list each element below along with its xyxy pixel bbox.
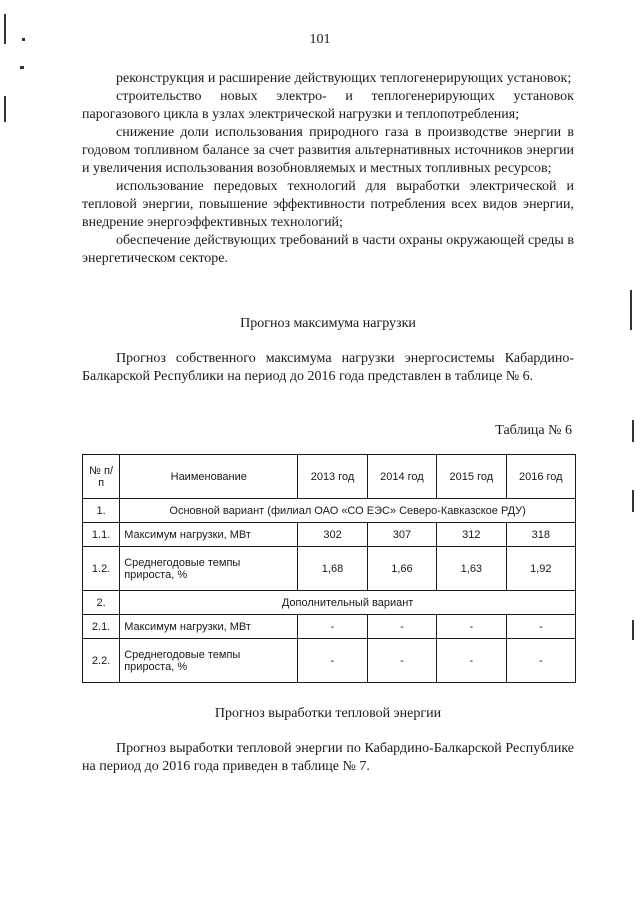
table-row <box>83 499 576 523</box>
page-number: 101 <box>309 32 331 47</box>
scan-mark-left-3 <box>20 66 24 69</box>
header-year: 2015 год <box>437 455 506 499</box>
row-value: - <box>367 639 436 683</box>
header-year: 2016 год <box>506 455 575 499</box>
section-text-load <box>82 350 574 386</box>
table-row <box>83 639 576 683</box>
row-value: 1,66 <box>367 547 436 591</box>
header-year: 2014 год <box>367 455 436 499</box>
scan-mark-right-4 <box>632 620 634 640</box>
table-row <box>83 547 576 591</box>
section-text-heat <box>82 740 574 776</box>
row-value: - <box>506 639 575 683</box>
row-value: 318 <box>506 523 575 547</box>
scan-mark-right-1 <box>630 290 632 330</box>
paragraph: Прогноз собственного максимума нагрузки энергосистемы Кабардино-Балкарской Республики на период до 2016 года представлен в таблице № 6. <box>82 351 574 384</box>
row-value: 307 <box>367 523 436 547</box>
row-value: - <box>437 639 506 683</box>
paragraph: Прогноз выработки тепловой энергии по Кабардино-Балкарской Республике на период до 2016 года приведен в таблице № 7. <box>82 741 574 774</box>
paragraph: использование передовых технологий для выработки электрической и тепловой энергии, повышение эффективности потребления всех видов энергии, внедрение энергоэффективных технологий; <box>82 179 574 230</box>
row-num: 2.1. <box>83 615 120 639</box>
row-name: Максимум нагрузки, МВт <box>120 615 298 639</box>
row-name: Среднегодовые темпы прироста, % <box>120 639 298 683</box>
section-heading-load: Прогноз максимума нагрузки <box>240 316 416 331</box>
row-num: 1. <box>83 499 120 523</box>
scan-mark-right-2 <box>632 420 634 442</box>
row-value: 1,63 <box>437 547 506 591</box>
table-row <box>83 591 576 615</box>
row-name: Среднегодовые темпы прироста, % <box>120 547 298 591</box>
forecast-table <box>82 454 576 683</box>
header-num: № п/п <box>83 455 120 499</box>
row-name: Максимум нагрузки, МВт <box>120 523 298 547</box>
row-value: 312 <box>437 523 506 547</box>
row-num: 1.1. <box>83 523 120 547</box>
row-value: - <box>367 615 436 639</box>
row-value: - <box>506 615 575 639</box>
row-value: 1,92 <box>506 547 575 591</box>
table-row <box>83 615 576 639</box>
row-value: - <box>298 615 367 639</box>
table-header-row <box>83 455 576 499</box>
row-variant: Дополнительный вариант <box>120 591 576 615</box>
section-heading-heat: Прогноз выработки тепловой энергии <box>214 706 442 721</box>
row-num: 2. <box>83 591 120 615</box>
row-variant: Основной вариант (филиал ОАО «СО ЕЭС» Северо-Кавказское РДУ) <box>120 499 576 523</box>
paragraph: строительство новых электро- и теплогенерирующих установок парогазового цикла в узлах электрической нагрузки и теплопотребления; <box>82 89 574 122</box>
header-year: 2013 год <box>298 455 367 499</box>
header-name: Наименование <box>120 455 298 499</box>
scan-mark-right-3 <box>632 490 634 512</box>
paragraph: реконструкция и расширение действующих теплогенерирующих установок; <box>116 71 572 86</box>
paragraph: снижение доли использования природного газа в производстве энергии в годовом топливном балансе за счет развития альтернативных источников энергии и увеличения использования возобновляемых и местных топливных ресурсов; <box>82 125 574 176</box>
table-row <box>83 523 576 547</box>
table-caption: Таблица № 6 <box>495 423 572 438</box>
row-num: 2.2. <box>83 639 120 683</box>
row-value: 302 <box>298 523 367 547</box>
row-num: 1.2. <box>83 547 120 591</box>
body-text-top <box>82 70 574 268</box>
paragraph: обеспечение действующих требований в части охраны окружающей среды в энергетическом секторе. <box>82 233 574 266</box>
row-value: 1,68 <box>298 547 367 591</box>
scan-mark-left-4 <box>4 96 6 122</box>
row-value: - <box>437 615 506 639</box>
row-value: - <box>298 639 367 683</box>
